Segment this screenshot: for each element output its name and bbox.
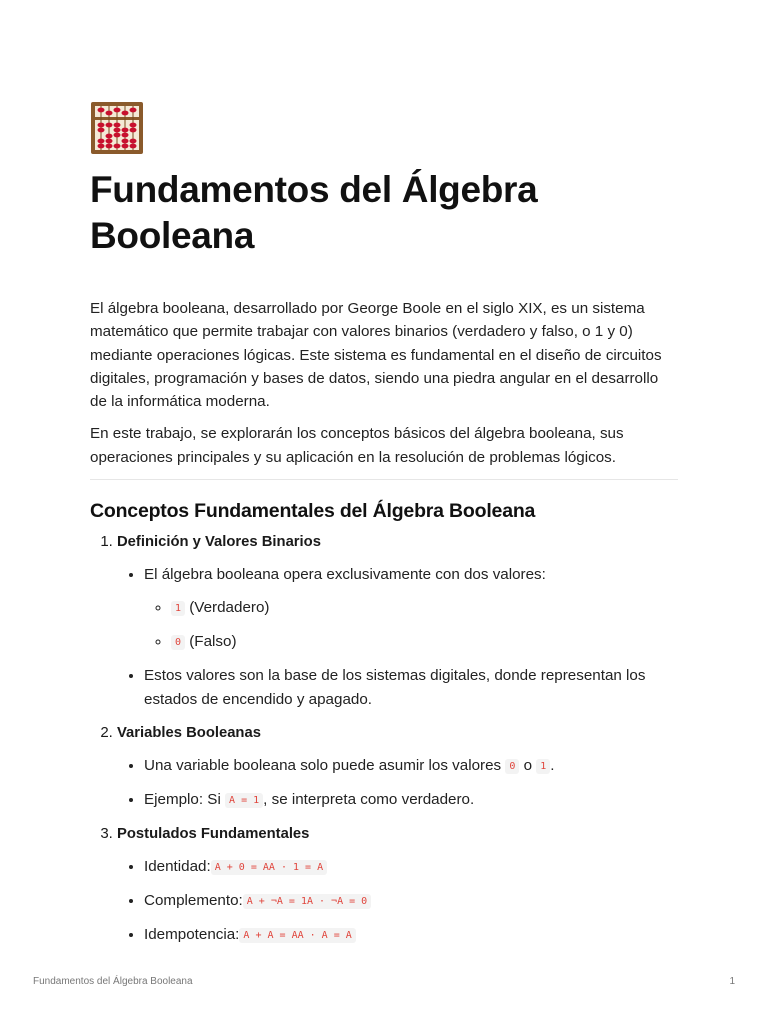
list-item (144, 855, 678, 880)
bullet-text: , se interpreta como verdadero. (263, 791, 475, 809)
list-item (117, 822, 678, 948)
list-item (144, 923, 678, 948)
sub-list (144, 596, 678, 655)
inline-code: 0 (171, 635, 185, 650)
bullet-text: o (519, 757, 537, 775)
inline-code: 1 (536, 759, 550, 774)
bullet-text: Una variable booleana solo puede asumir los valores (144, 757, 506, 775)
bullet-text: (Falso) (185, 633, 237, 651)
bullet-text: (Verdadero) (185, 599, 270, 617)
bullet-text: El álgebra booleana opera exclusivamente con dos valores: (144, 566, 546, 584)
bullet-list (117, 754, 678, 813)
page-title: Fundamentos del Álgebra Booleana (90, 169, 538, 256)
list-item (171, 596, 678, 621)
section-title: Variables Booleanas (117, 725, 261, 742)
concepts-list (90, 530, 678, 948)
divider (90, 479, 678, 480)
bullet-text: Ejemplo: Si (144, 791, 226, 809)
inline-code: A + ¬A = 1A · ¬A = 0 (243, 894, 371, 909)
bullet-text: Complemento: (144, 892, 243, 910)
inline-code: 1 (171, 601, 185, 616)
document-page (90, 101, 678, 957)
list-item (144, 563, 678, 655)
section-heading: Conceptos Fundamentales del Álgebra Booleana (90, 500, 536, 523)
list-item (117, 721, 678, 813)
inline-code: A = 1 (225, 793, 263, 808)
intro-paragraph-2: En este trabajo, se explorarán los conceptos básicos del álgebra booleana, sus operaciones principales y su aplicación en la resolución de problemas lógicos. (90, 425, 624, 466)
bullet-list (117, 563, 678, 712)
inline-code: A + 0 = AA · 1 = A (211, 860, 327, 875)
list-item (144, 788, 678, 813)
intro-paragraph-1: El álgebra booleana, desarrollado por George Boole en el siglo XIX, es un sistema matemático que permite trabajar con valores binarios (verdadero y falso, o 1 y 0) mediante operaciones lógicas. Este sistema es fundamental en el diseño de circuitos digitales, programación y bases de datos, siendo una piedra angular en el desarrollo de la informática moderna. (90, 300, 662, 411)
list-item (144, 664, 678, 712)
footer-title: Fundamentos del Álgebra Booleana (33, 976, 193, 987)
bullet-text: . (550, 757, 555, 775)
list-item (171, 630, 678, 655)
list-item (144, 889, 678, 914)
list-item (144, 754, 678, 779)
page-footer (33, 976, 735, 987)
list-item (117, 530, 678, 712)
page-number: 1 (729, 976, 735, 987)
section-title: Definición y Valores Binarios (117, 534, 321, 551)
bullet-text: Idempotencia: (144, 926, 240, 944)
abacus-icon (90, 101, 144, 155)
bullet-list (117, 855, 678, 948)
inline-code: 0 (505, 759, 519, 774)
bullet-text: Estos valores son la base de los sistemas digitales, donde representan los estados de encendido y apagado. (144, 667, 646, 709)
inline-code: A + A = AA · A = A (239, 928, 355, 943)
bullet-text: Identidad: (144, 858, 211, 876)
section-title: Postulados Fundamentales (117, 826, 310, 843)
